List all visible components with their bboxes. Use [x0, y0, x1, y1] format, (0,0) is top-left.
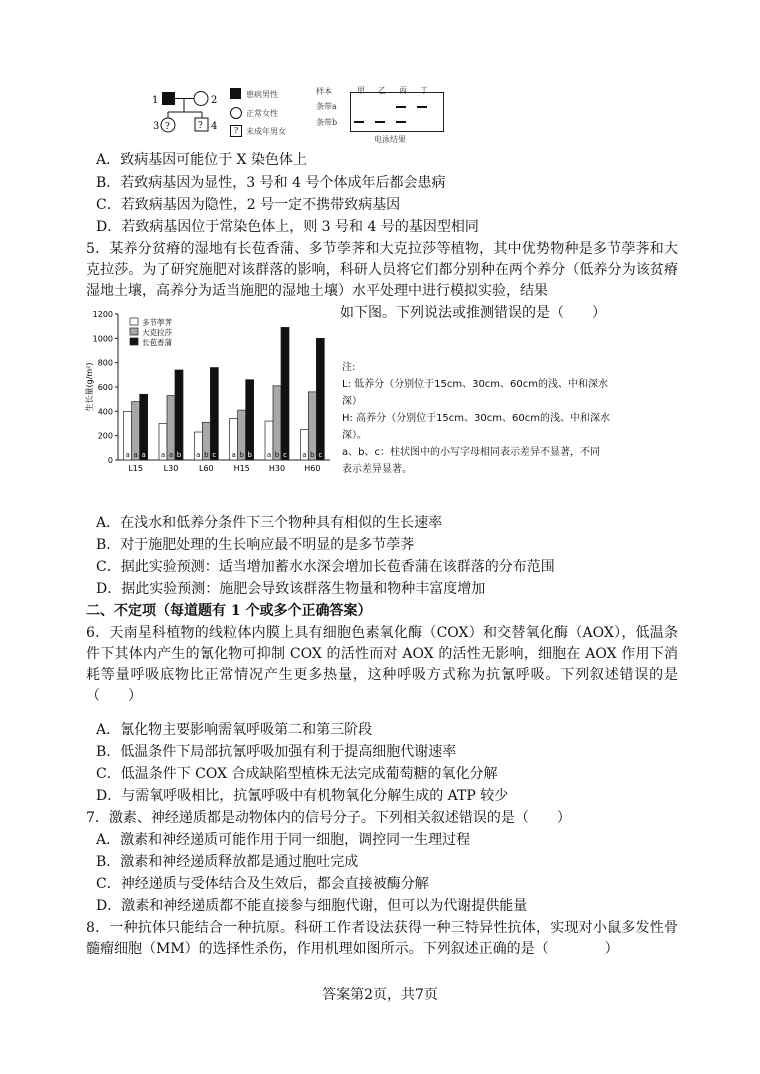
- gel-caption: 电泳结果: [374, 135, 406, 144]
- chart-svg: [84, 306, 334, 484]
- gel-band: [396, 106, 406, 108]
- significance-letter: a: [231, 451, 236, 459]
- note-line: 深）: [342, 396, 362, 407]
- significance-letter: b: [239, 451, 244, 459]
- q5-option-d: D．据此实验预测：施肥会导致该群落生物量和物种丰富度增加: [96, 581, 486, 597]
- bar-L30-3: [175, 370, 183, 460]
- x-tick-label: H30: [268, 464, 286, 473]
- q4-option-d: D．若致病基因位于常染色体上，则 3 号和 4 号的基因型相同: [96, 219, 479, 235]
- bar-H60-3: [316, 338, 324, 460]
- q5-stem-tail: 如下图。下列说法或推测错误的是（ ）: [340, 305, 606, 321]
- significance-letter: a: [125, 451, 130, 459]
- q5-option-a: A．在浅水和低养分条件下三个物种具有相似的生长速率: [96, 515, 443, 531]
- bar-H15-3: [246, 380, 254, 460]
- q7-stem: 7．激素、神经递质都是动物体内的信号分子。下列相关叙述错误的是（ ）: [86, 810, 571, 826]
- gel-header-sample: 样本: [316, 87, 332, 96]
- unknown-mark-4: ?: [198, 121, 203, 131]
- page-footer: 答案第2页，共7页: [322, 987, 438, 1003]
- significance-letter: a: [133, 451, 138, 459]
- legend-normal-female: 正常女性: [246, 109, 278, 118]
- significance-letter: a: [168, 451, 174, 459]
- significance-letter: a: [160, 451, 166, 459]
- legend-label: 大克拉莎: [142, 328, 172, 337]
- gel-figure: [316, 84, 446, 146]
- legend-label: 多节荸荠: [142, 318, 172, 327]
- x-tick-label: L15: [128, 464, 143, 473]
- y-tick-label: 600: [97, 383, 113, 392]
- q5-option-b: B．对于施肥处理的生长响应最不明显的是多节荸荠: [96, 537, 415, 553]
- pedigree-id-2: 2: [211, 95, 218, 106]
- q4-option-b: B．若致病基因为显性，3 号和 4 号个体成年后都会患病: [96, 175, 446, 191]
- significance-letter: a: [302, 451, 307, 459]
- legend-affected-male: 患病男性: [246, 90, 278, 99]
- y-tick-label: 1200: [92, 310, 113, 319]
- legend-normal-female-icon: [230, 107, 242, 119]
- significance-letter: a: [266, 451, 272, 459]
- q4-option-c: C．若致病基因为隐性，2 号一定不携带致病基因: [96, 197, 401, 213]
- y-tick-label: 1000: [92, 334, 113, 344]
- gel-band-a-label: 条带a: [316, 102, 337, 111]
- bar-H60-2: [308, 392, 316, 460]
- significance-letter: a: [141, 451, 146, 459]
- significance-letter: b: [204, 451, 209, 459]
- q4-option-a: A．致病基因可能位于 X 染色体上: [96, 152, 307, 168]
- q6-option-b: B．低温条件下局部抗氰呼吸加强有利于提高细胞代谢速率: [96, 744, 457, 760]
- q5-stem: 5．某养分贫瘠的湿地有长苞香蒲、多节荸荠和大克拉莎等植物，其中优势物种是多节荸荠和大克拉莎。为了研究施肥对该群落的影响，科研人员将它们都分别种在两个养分（低养分为该贫瘠湿地土壤，高养分为适当施肥的湿地土壤）水平处理中进行模拟实验，结果: [86, 241, 678, 299]
- y-tick-label: 800: [97, 358, 113, 368]
- y-tick-label: 0: [107, 456, 113, 465]
- note-line: a、b、c：柱状图中的小写字母相同表示差异不显著，不同: [342, 447, 600, 458]
- x-tick-label: L30: [163, 464, 179, 473]
- x-tick-label: H60: [304, 464, 321, 473]
- bar-H30-3: [281, 327, 289, 460]
- legend-swatch: [130, 338, 138, 345]
- unknown-mark-3: ?: [165, 122, 170, 132]
- legend-unknown-icon: ?: [230, 125, 242, 137]
- note-line: H: 高养分（分别位于15cm、30cm、60cm的浅、中和深水: [342, 413, 610, 424]
- x-tick-label: H15: [233, 464, 250, 473]
- legend-label: 长苞香蒲: [142, 338, 172, 347]
- growth-bar-chart: [84, 306, 334, 484]
- significance-letter: b: [274, 451, 280, 459]
- pedigree-id-4: 4: [211, 121, 218, 132]
- legend-swatch: [130, 318, 138, 325]
- pedigree-id-3: 3: [153, 121, 160, 132]
- y-tick-label: 200: [97, 431, 113, 441]
- normal-female-symbol: [194, 92, 208, 106]
- gel-band: [396, 121, 406, 123]
- bar-L60-3: [210, 368, 218, 460]
- significance-letter: b: [176, 451, 182, 459]
- q5-option-c: C．据此实验预测：适当增加蓄水水深会增加长苞香蒲在该群落的分布范围: [96, 559, 555, 575]
- q7-option-b: B．激素和神经递质释放都是通过胞吐完成: [96, 854, 359, 870]
- q7-option-d: D．激素和神经递质都不能直接参与细胞代谢，但可以为代谢提供能量: [96, 898, 528, 914]
- q7-option-c: C．神经递质与受体结合及生效后，都会直接被酶分解: [96, 876, 429, 892]
- q6-option-d: D．与需氧呼吸相比，抗氰呼吸中有机物氧化分解生成的 ATP 较少: [96, 788, 509, 804]
- significance-letter: a: [196, 451, 201, 459]
- legend-swatch: [130, 328, 138, 335]
- q6-stem: 6．天南星科植物的线粒体内膜上具有细胞色素氧化酶（COX）和交替氧化酶（AOX），低温条件下其体内产生的氰化物可抑制 COX 的活性而对 AOX 的活性无影响，细胞在 AOX 作用下消耗等量呼吸底物比正常情况产生更多热量，这种呼吸方式称为抗氰呼吸。下列叙述错误的是（ ）: [86, 625, 678, 704]
- pedigree-legend: [230, 88, 310, 142]
- legend-minor: 未成年男女: [246, 127, 286, 136]
- pedigree-id-1: 1: [152, 95, 159, 106]
- q6-option-c: C．低温条件下 COX 合成缺陷型植株无法完成葡萄糖的氧化分解: [96, 766, 498, 782]
- q8-stem: 8．一种抗体只能结合一种抗原。科研工作者设法获得一种三特异性抗体，实现对小鼠多发性骨髓瘤细胞（MM）的选择性杀伤，作用机理如图所示。下列叙述正确的是（ ）: [86, 920, 678, 957]
- gel-header-yi: 乙: [378, 86, 386, 95]
- q7-option-a: A．激素和神经递质可能作用于同一细胞，调控同一生理过程: [96, 832, 471, 848]
- bar-H30-2: [273, 386, 281, 460]
- gel-band: [417, 106, 427, 108]
- gel-header-jia: 甲: [357, 86, 365, 95]
- significance-letter: c: [283, 451, 287, 459]
- significance-letter: c: [318, 451, 323, 459]
- legend-affected-male-icon: [230, 88, 241, 99]
- gel-band-b-label: 条带b: [316, 118, 338, 127]
- note-line: 深）。: [342, 430, 367, 441]
- gel-box: [350, 92, 444, 132]
- note-line: L: 低养分（分别位于15cm、30cm、60cm的浅、中和深水: [342, 379, 609, 390]
- y-axis-label: 生长量(g/m²): [85, 362, 94, 412]
- x-tick-label: L60: [199, 464, 214, 473]
- gel-band: [375, 121, 385, 123]
- gel-header-bing: 丙: [399, 86, 407, 95]
- affected-male-symbol: [162, 92, 175, 105]
- significance-letter: b: [247, 451, 252, 459]
- section-heading: 二、不定项（每道题有 1 个或多个正确答案）: [86, 603, 372, 619]
- gel-header-ding: 丁: [420, 86, 428, 95]
- q6-option-a: A．氰化物主要影响需氧呼吸第二和第三阶段: [96, 722, 373, 738]
- significance-letter: c: [212, 451, 217, 459]
- chart-notes: [342, 359, 678, 478]
- gel-band: [354, 121, 364, 123]
- significance-letter: b: [310, 451, 315, 459]
- note-line: 注:: [342, 362, 356, 373]
- note-line: 表示差异显著。: [342, 464, 412, 475]
- y-tick-label: 400: [97, 407, 113, 417]
